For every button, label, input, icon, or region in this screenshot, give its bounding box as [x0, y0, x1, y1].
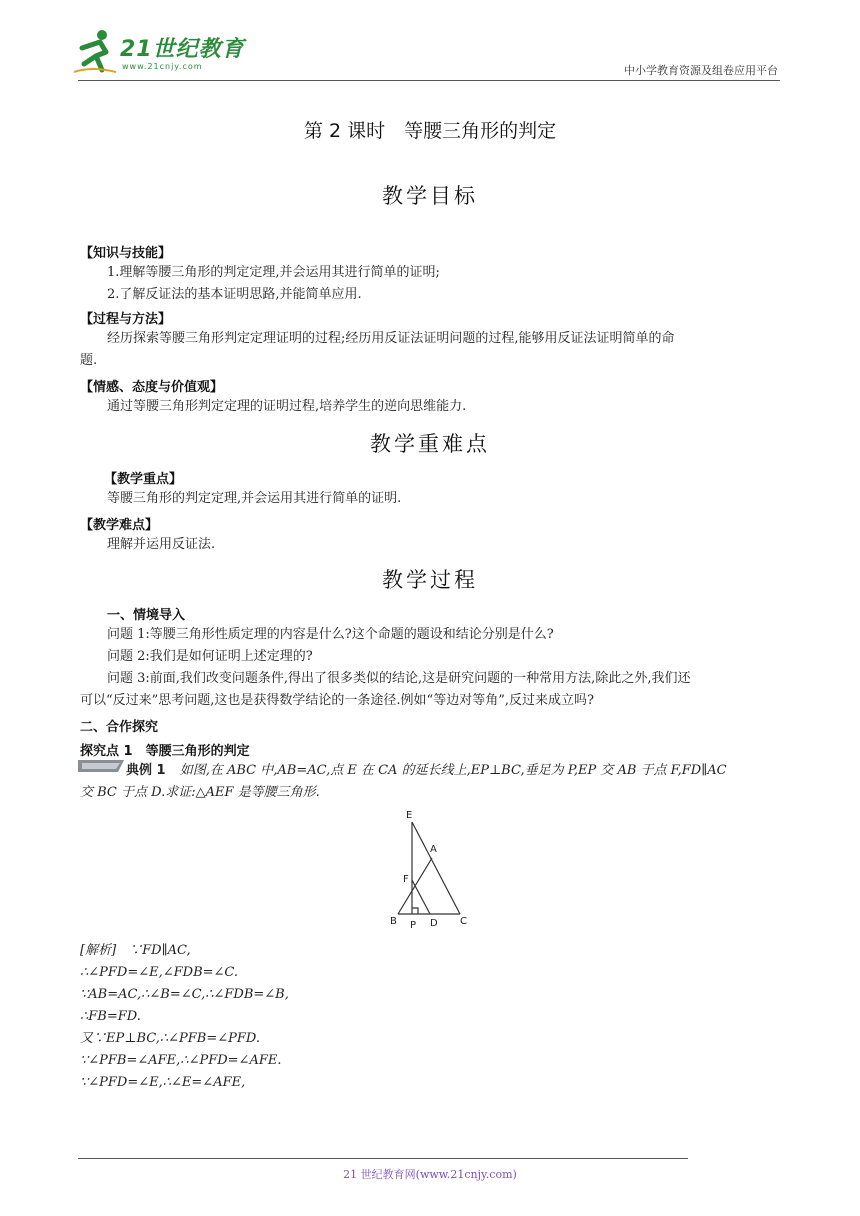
logo-url: www.21cnjy.com [122, 62, 203, 71]
difficulty-heading: 【教学难点】 [80, 518, 159, 533]
example-line-2: 交 BC 于点 D.求证:△AEF 是等腰三角形. [80, 785, 320, 800]
right-angle-mark [412, 908, 418, 914]
solution-line-1: [解析] ∵FD∥AC, [80, 943, 191, 958]
knowledge-heading: 【知识与技能】 [80, 246, 172, 261]
cooperation-heading: 二、合作探究 [80, 720, 159, 735]
solution-line-5: 又∵EP⊥BC,∴∠PFB=∠PFD. [80, 1031, 261, 1046]
logo-text: 21世纪教育 [120, 37, 245, 62]
focus-heading: 【教学重点】 [104, 472, 183, 487]
difficulty-text: 理解并运用反证法. [107, 537, 216, 552]
explore-point-heading: 探究点 1 等腰三角形的判定 [80, 744, 250, 759]
intro-heading: 一、情境导入 [107, 608, 186, 623]
question-3-line-1: 问题 3:前面,我们改变问题条件,得出了很多类似的结论,这是研究问题的一种常用方法,除此之外,我们还 [107, 671, 691, 686]
label-e: E [406, 810, 413, 821]
solution-line-2: ∴∠PFD=∠E,∠FDB=∠C. [80, 965, 239, 980]
solution-line-7: ∵∠PFD=∠E,∴∠E=∠AFE, [80, 1075, 246, 1090]
example-label: 典例 1 [126, 763, 166, 778]
question-1: 问题 1:等腰三角形性质定理的内容是什么?这个命题的题设和结论分别是什么? [107, 627, 554, 642]
question-3-line-2: 可以“反过来”思考问题,这也是获得数学结论的一条途径.例如“等边对等角”,反过来成立吗? [80, 693, 594, 708]
example-banner-icon [78, 760, 124, 772]
page-header [0, 0, 860, 82]
knowledge-item-2: 2.了解反证法的基本证明思路,并能简单应用. [107, 287, 362, 302]
emotion-text: 通过等腰三角形判定定理的证明过程,培养学生的逆向思维能力. [107, 399, 467, 414]
label-f: F [403, 874, 409, 885]
section-title-process: 教学过程 [382, 568, 478, 592]
knowledge-item-1: 1.理解等腰三角形的判定定理,并会运用其进行简单的证明; [107, 265, 440, 280]
process-method-text-1: 经历探索等腰三角形判定定理证明的过程;经历用反证法证明问题的过程,能够用反证法证明简单的命 [107, 331, 675, 346]
header-platform-text: 中小学教育资源及组卷应用平台 [624, 64, 778, 77]
label-c: C [460, 916, 467, 927]
label-a: A [430, 844, 437, 855]
footer-text: 21 世纪教育网(www.21cnjy.com) [343, 1168, 517, 1181]
process-method-heading: 【过程与方法】 [80, 312, 172, 327]
footer-divider [78, 1158, 688, 1159]
example-text-1: 如图,在 ABC 中,AB=AC,点 E 在 CA 的延长线上,EP⊥BC,垂足为 P,EP 交 AB 于点 F,FD∥AC [179, 763, 727, 778]
triangle-figure [388, 806, 480, 932]
section-title-goals: 教学目标 [382, 184, 478, 208]
solution-line-4: ∴FB=FD. [80, 1009, 141, 1024]
page-title: 第 2 课时 等腰三角形的判定 [303, 120, 557, 142]
header-divider [78, 80, 780, 81]
solution-line-6: ∵∠PFB=∠AFE,∴∠PFD=∠AFE. [80, 1053, 282, 1068]
focus-text: 等腰三角形的判定定理,并会运用其进行简单的证明. [107, 491, 402, 506]
segment-fd [412, 880, 430, 914]
label-d: D [430, 918, 438, 929]
label-b: B [390, 916, 397, 927]
solution-line-3: ∵AB=AC,∴∠B=∠C,∴∠FDB=∠B, [80, 987, 289, 1002]
question-2: 问题 2:我们是如何证明上述定理的? [107, 649, 313, 664]
emotion-heading: 【情感、态度与价值观】 [80, 380, 224, 395]
label-p: P [410, 920, 417, 931]
section-title-key-points: 教学重难点 [370, 432, 490, 456]
runner-logo-icon [72, 28, 118, 74]
site-logo [72, 28, 262, 78]
segment-ec [412, 822, 460, 914]
process-method-text-2: 题. [80, 353, 98, 368]
example-line-1 [126, 760, 727, 782]
